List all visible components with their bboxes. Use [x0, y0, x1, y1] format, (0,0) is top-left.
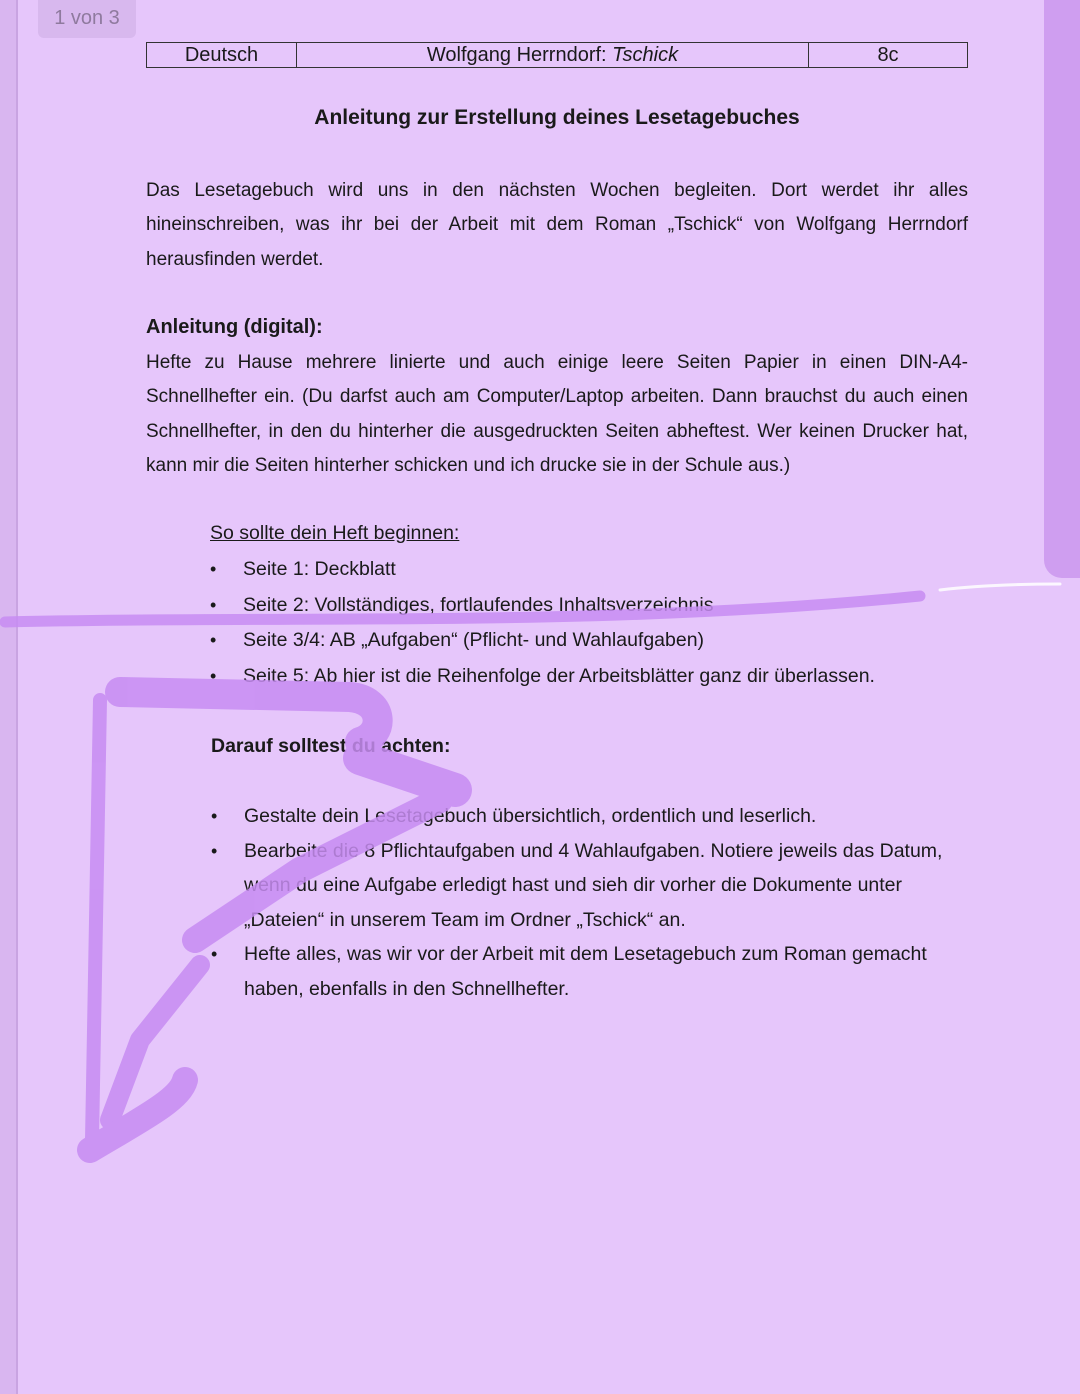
page-indicator — [38, 0, 136, 38]
header-work — [297, 43, 809, 68]
list-item: • Seite 2: Vollständiges, fortlaufendes Inhaltsverzeichnis — [210, 588, 875, 624]
header-work-author: Wolfgang Herrndorf: — [426, 44, 613, 66]
intro-paragraph: Das Lesetagebuch wird uns in den nächsten Wochen begleiten. Dort werdet ihr alles hineinschreiben, was ihr bei der Arbeit mit dem Roman „Tschick“ von Wolfgang Herrndorf herausfinden werdet. — [146, 180, 968, 270]
attention-heading: Darauf solltest du achten: — [211, 735, 451, 757]
header-table — [146, 42, 968, 68]
list-item: • Seite 1: Deckblatt — [210, 552, 875, 588]
page-indicator-label: 1 von 3 — [54, 7, 120, 29]
list-item: • Gestalte dein Lesetagebuch übersichtlich, ordentlich und leserlich. — [211, 799, 971, 834]
page-left-edge — [0, 0, 16, 1394]
list-item: • Seite 5: Ab hier ist die Reihenfolge der Arbeitsblätter ganz dir überlassen. — [210, 659, 875, 695]
start-list — [210, 552, 875, 695]
header-subject: Deutsch — [147, 43, 297, 68]
header-class: 8c — [809, 43, 968, 68]
instructions-heading: Anleitung (digital): — [146, 316, 323, 338]
list-item: • Seite 3/4: AB „Aufgaben“ (Pflicht- und Wahlaufgaben) — [210, 623, 875, 659]
list-item: • Bearbeite die 8 Pflichtaufgaben und 4 Wahlaufgaben. Notiere jeweils das Datum, wenn du eine Aufgabe erledigt hast und sieh dir vorher die Dokumente unter „Dateien“ in unserem Team im Ordner „Tschick“ an. — [211, 834, 971, 938]
instructions-paragraph: Hefte zu Hause mehrere linierte und auch einige leere Seiten Papier in einen DIN-A4-Schnellhefter ein. (Du darfst auch am Computer/Laptop arbeiten. Dann brauchst du auch einen Schnellhefter, in den du hinterher die ausgedruckten Seiten abheftest. Wer keinen Drucker hat, kann mir die Seiten hinterher schicken und ich drucke sie in der Schule aus.) — [146, 352, 968, 476]
scrollbar-thumb[interactable] — [1044, 0, 1080, 578]
attention-list — [211, 799, 971, 1007]
list-item: • Hefte alles, was wir vor der Arbeit mit dem Lesetagebuch zum Roman gemacht haben, ebenfalls in den Schnellhefter. — [211, 937, 971, 1006]
header-work-title: Tschick — [612, 44, 679, 66]
start-heading: So sollte dein Heft beginnen: — [210, 522, 460, 544]
page-divider-line — [16, 0, 18, 1394]
document-title: Anleitung zur Erstellung deines Lesetagebuches — [314, 106, 800, 129]
